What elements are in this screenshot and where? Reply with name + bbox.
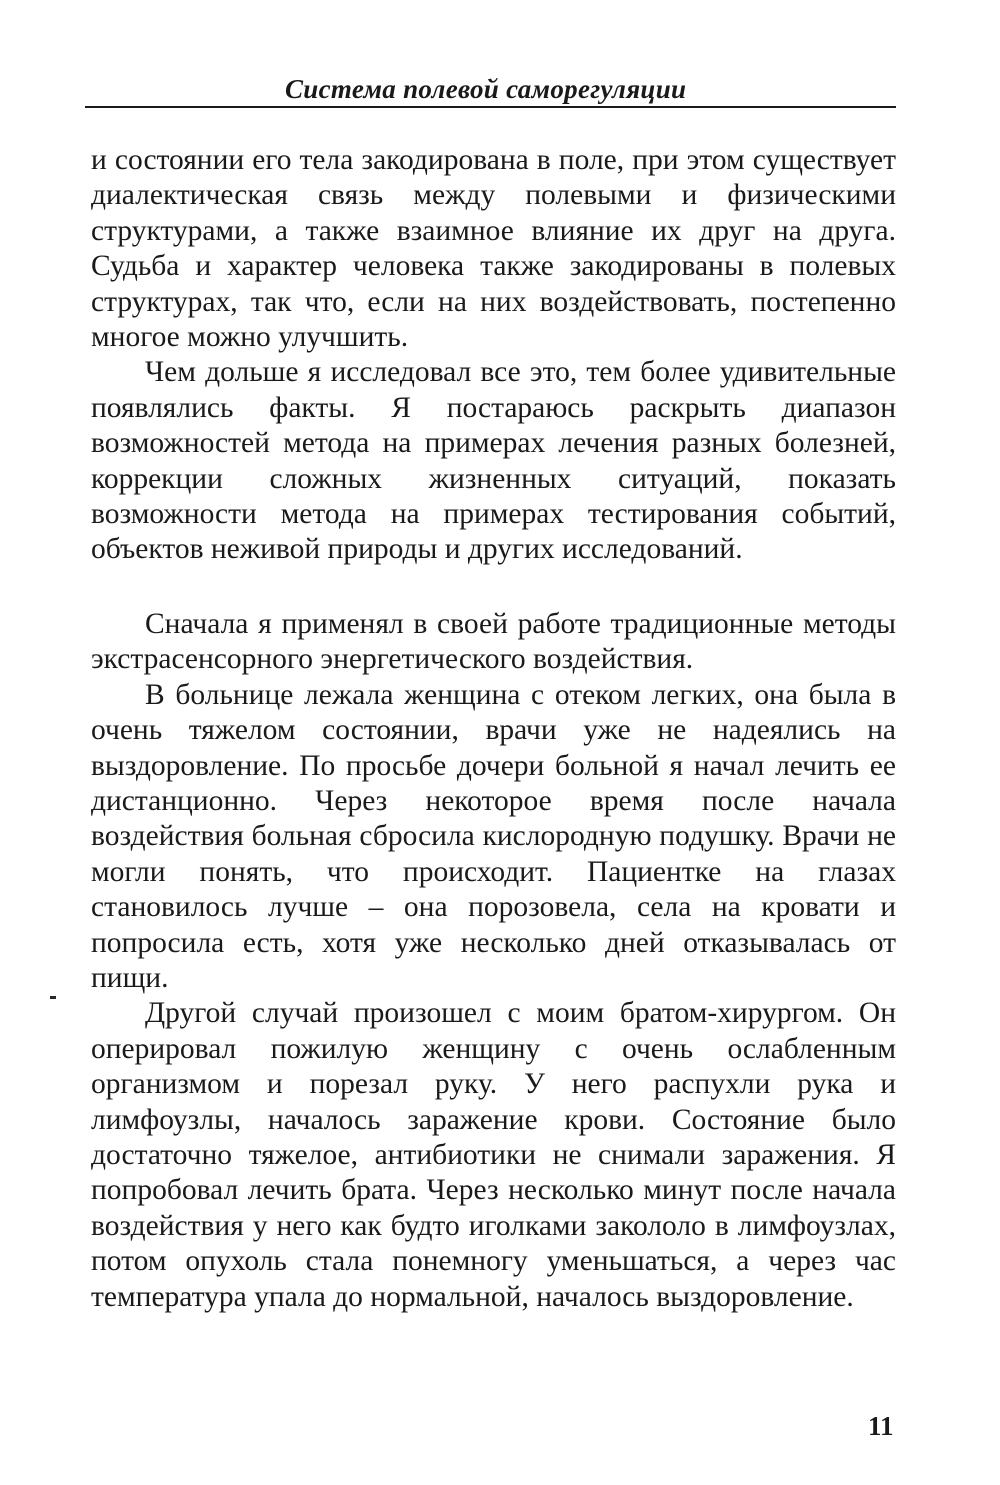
body-text-top xyxy=(91,143,896,1315)
paragraph-hospital-case: В больнице лежала женщина с отеком легких, она была в очень тяжелом состоянии, врачи уже не надеялись на выздоровление. По просьбе дочери больной я начал лечить ее дистанционно. Через некоторое время после начала воздействия больная сбросила кислородную подушку. Врачи не могли понять, что происходит. Пациентке на глазах становилось лучше – она порозовела, села на кровати и попросила есть, хотя уже несколько дней отказывалась от пищи. xyxy=(91,678,896,994)
running-header-title: Система полевой саморегуляции xyxy=(285,74,687,104)
running-header xyxy=(85,70,896,108)
paragraph-research: Чем дольше я исследовал все это, тем более удивительные появлялись факты. Я постараюсь раскрыть диапазон возможностей метода на примерах лечения разных болезней, коррекции сложных жизненных ситуаций, показать возможности метода на примерах тестирования событий, объектов неживой природы и других исследований. xyxy=(91,356,896,566)
paragraph-brother-case: Другой случай произошел с моим братом-хирургом. Он оперировал пожилую женщину с очень ослабленным организмом и порезал руку. У него распухли рука и лимфоузлы, началось заражение крови. Состояние было достаточно тяжелое, антибиотики не снимали заражения. Я попробовал лечить брата. Через несколько минут после начала воздействия у него как будто иголками закололо в лимфоузлах, потом опухоль стала понемногу уменьшаться, а через час температура упала до нормальной, началось выздоровление. xyxy=(91,997,896,1313)
paragraph-methods: Сначала я применял в своей работе традиционные методы экстрасенсорного энергетического воздействия. xyxy=(91,607,896,676)
page-number: 11 xyxy=(868,1411,894,1441)
print-speck xyxy=(50,996,56,999)
paragraph-continuation: и состоянии его тела закодирована в поле, при этом существует диалектическая связь между полевыми и физическими структурами, а также взаимное влияние их друг на друга. Судьба и характер человека также закодированы в полевых структурах, так что, если на них воздействовать, постепенно многое можно улучшить. xyxy=(91,144,896,354)
